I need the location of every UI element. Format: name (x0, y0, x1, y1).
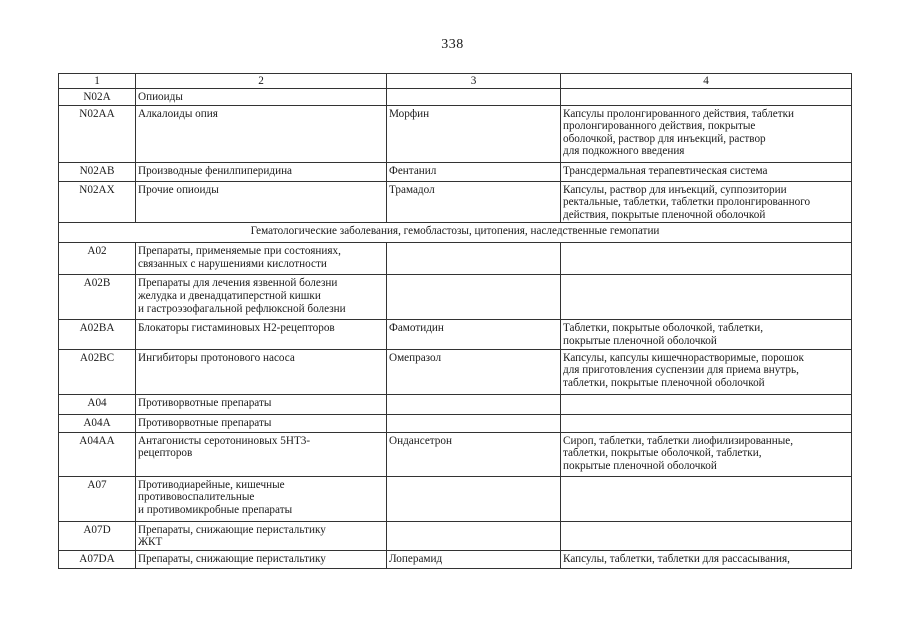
group-name-line: Прочие опиоиды (138, 183, 219, 196)
atc-code-cell: A07 (59, 476, 136, 521)
atc-code-cell: N02A (59, 88, 136, 105)
table-row (59, 349, 852, 394)
group-name-line: и гастроэзофагальной рефлюксной болезни (138, 302, 346, 315)
dosage-form-cell (561, 243, 852, 275)
section-title: Гематологические заболевания, гемобластозы, цитопения, наследственные гемопатии (59, 223, 852, 243)
dosage-form-line: таблетки, покрытые оболочкой, таблетки, (563, 447, 762, 460)
group-name-cell (136, 320, 387, 349)
atc-code-cell: A07DA (59, 550, 136, 568)
header-cell-1: 1 (59, 74, 136, 89)
dosage-form-line: Таблетки, покрытые оболочкой, таблетки, (563, 322, 764, 335)
dosage-form-line: ректальные, таблетки, таблетки пролонгированного (563, 196, 811, 209)
drug-table (58, 73, 852, 569)
atc-code-cell: A02BA (59, 320, 136, 349)
table-row (59, 243, 852, 275)
atc-code-cell: A04 (59, 394, 136, 414)
table-row (59, 414, 852, 432)
group-name-line: Противорвотные препараты (138, 396, 272, 409)
dosage-form-line: Трансдермальная терапевтическая система (563, 164, 768, 177)
drug-name-cell (387, 521, 561, 550)
group-name-line: Производные фенилпиперидина (138, 164, 293, 177)
group-name-line: противовоспалительные (138, 491, 255, 504)
dosage-form-cell (561, 88, 852, 105)
table-row (59, 432, 852, 476)
drug-name-cell: Фентанил (387, 162, 561, 181)
atc-code-cell: A02BC (59, 349, 136, 394)
group-name-line: желудка и двенадцатиперстной кишки (138, 289, 321, 302)
group-name-line: Алкалоиды опия (138, 107, 218, 120)
dosage-form-cell (561, 432, 852, 476)
group-name-cell (136, 414, 387, 432)
atc-code-cell: N02AX (59, 181, 136, 223)
dosage-form-line: Сироп, таблетки, таблетки лиофилизированные, (563, 434, 794, 447)
group-name-cell (136, 349, 387, 394)
drug-name-cell (387, 476, 561, 521)
atc-code-cell: A02B (59, 275, 136, 320)
table-row (59, 88, 852, 105)
group-name-line: рецепторов (138, 447, 193, 460)
drug-name-cell (387, 414, 561, 432)
page-number: 338 (441, 37, 464, 52)
dosage-form-cell (561, 521, 852, 550)
header-cell-2: 2 (136, 74, 387, 89)
dosage-form-cell (561, 550, 852, 568)
dosage-form-cell (561, 394, 852, 414)
group-name-cell (136, 394, 387, 414)
dosage-form-cell (561, 349, 852, 394)
group-name-cell (136, 275, 387, 320)
dosage-form-cell (561, 181, 852, 223)
table-body (59, 74, 852, 569)
dosage-form-line: Капсулы, капсулы кишечнорастворимые, порошок (563, 351, 804, 364)
group-name-line: Препараты, применяемые при состояниях, (138, 245, 341, 258)
table-row (59, 181, 852, 223)
drug-name-cell: Фамотидин (387, 320, 561, 349)
dosage-form-cell (561, 275, 852, 320)
table-row (59, 162, 852, 181)
atc-code-cell: A02 (59, 243, 136, 275)
drug-name-cell: Лоперамид (387, 550, 561, 568)
group-name-line: Опиоиды (138, 90, 183, 103)
dosage-form-line: оболочкой, раствор для инъекций, раствор (563, 132, 766, 145)
header-cell-3: 3 (387, 74, 561, 89)
dosage-form-line: таблетки, покрытые пленочной оболочкой (563, 376, 765, 389)
atc-code-cell: N02AA (59, 105, 136, 162)
drug-name-cell: Трамадол (387, 181, 561, 223)
group-name-line: Антагонисты серотониновых 5HT3- (138, 434, 311, 447)
table-row (59, 275, 852, 320)
table-row (59, 476, 852, 521)
group-name-line: и противомикробные препараты (138, 503, 293, 516)
section-row (59, 223, 852, 243)
table-row (59, 521, 852, 550)
atc-code-cell: A07D (59, 521, 136, 550)
group-name-cell (136, 243, 387, 275)
table-header-row (59, 74, 852, 89)
dosage-form-line: Капсулы, таблетки, таблетки для рассасывания, (563, 552, 790, 565)
dosage-form-line: покрытые пленочной оболочкой (563, 459, 717, 472)
group-name-cell (136, 550, 387, 568)
atc-code-cell: A04AA (59, 432, 136, 476)
dosage-form-line: для подкожного введения (563, 145, 685, 158)
group-name-line: Препараты, снижающие перистальтику (138, 552, 326, 565)
group-name-line: Препараты, снижающие перистальтику (138, 523, 326, 536)
group-name-cell (136, 476, 387, 521)
dosage-form-cell (561, 476, 852, 521)
drug-name-cell (387, 88, 561, 105)
group-name-cell (136, 432, 387, 476)
drug-name-cell: Морфин (387, 105, 561, 162)
dosage-form-cell (561, 162, 852, 181)
table-row (59, 105, 852, 162)
dosage-form-cell (561, 414, 852, 432)
atc-code-cell: A04A (59, 414, 136, 432)
table-row (59, 550, 852, 568)
dosage-form-line: Капсулы, раствор для инъекций, суппозитории (563, 183, 787, 196)
dosage-form-line: Капсулы пролонгированного действия, таблетки (563, 107, 795, 120)
table-row (59, 394, 852, 414)
atc-code-cell: N02AB (59, 162, 136, 181)
table-row (59, 320, 852, 349)
group-name-line: Противодиарейные, кишечные (138, 478, 285, 491)
header-cell-4: 4 (561, 74, 852, 89)
group-name-line: Противорвотные препараты (138, 416, 272, 429)
dosage-form-line: для приготовления суспензии для приема внутрь, (563, 364, 799, 377)
drug-name-cell (387, 394, 561, 414)
group-name-line: связанных с нарушениями кислотности (138, 257, 327, 270)
group-name-cell (136, 181, 387, 223)
drug-name-cell (387, 275, 561, 320)
drug-name-cell: Ондансетрон (387, 432, 561, 476)
group-name-cell (136, 88, 387, 105)
group-name-line: ЖКТ (138, 536, 163, 549)
dosage-form-cell (561, 105, 852, 162)
group-name-line: Препараты для лечения язвенной болезни (138, 277, 338, 290)
drug-name-cell: Омепразол (387, 349, 561, 394)
group-name-line: Блокаторы гистаминовых H2-рецепторов (138, 322, 335, 335)
group-name-line: Ингибиторы протонового насоса (138, 351, 295, 364)
group-name-cell (136, 162, 387, 181)
dosage-form-cell (561, 320, 852, 349)
group-name-cell (136, 105, 387, 162)
drug-name-cell (387, 243, 561, 275)
dosage-form-line: действия, покрытые пленочной оболочкой (563, 208, 766, 221)
group-name-cell (136, 521, 387, 550)
dosage-form-line: пролонгированного действия, покрытые (563, 120, 756, 133)
dosage-form-line: покрытые пленочной оболочкой (563, 334, 717, 347)
